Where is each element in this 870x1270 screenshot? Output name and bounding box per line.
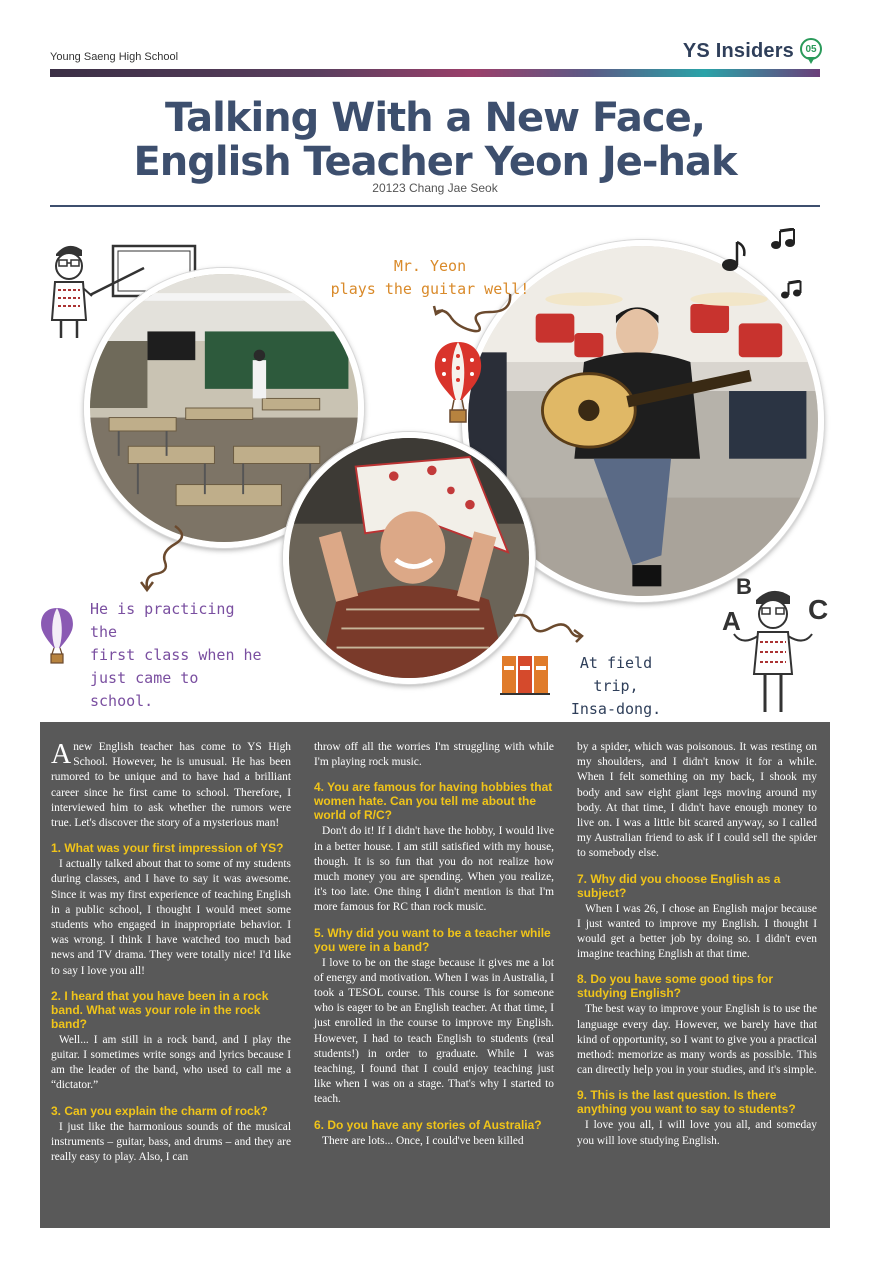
title-line-1: Talking With a New Face, [165,95,705,141]
trip-caption-line-2: Insa-dong. [570,700,662,718]
purple-balloon-icon [38,606,76,666]
red-balloon-icon [430,338,486,428]
field-trip-photo [283,432,535,684]
brand-logo [683,38,822,64]
page-number-badge [800,38,822,64]
books-icon [500,652,550,696]
question-4: 4. You are famous for having hobbies that women hate. Can you tell me about the world of R/C? [314,780,553,823]
letter-c: C [808,594,829,625]
brand-name: YS Insiders [682,39,794,62]
article-body [40,722,830,1228]
question-2: 2. I heard that you have been in a rock band. What was your role in the rock band? [51,988,269,1031]
guitar-caption-line-1: Mr. Yeon [393,257,467,275]
question-9: 9. This is the last question. Is there anything you want to say to students? [577,1088,796,1117]
intro-paragraph [51,740,291,831]
answer-3-continued: throw off all the worries I'm struggling with while I'm playing rock music. [314,741,554,769]
question-5: 5. Why did you want to be a teacher while you were in a band? [314,925,551,954]
answer-6: There are lots... Once, I could've been killed [322,1134,524,1147]
question-1: 1. What was your first impression of YS? [51,841,284,856]
article-title [0,96,870,184]
guitar-caption-line-2: plays the guitar well! [330,280,530,298]
answer-4: Don't do it! If I didn't have the hobby, I would live in a better house. I am still satisfied with my house, though. It is so fun that you do not realize how much money you are spending. When you realize, it's too late. One thing I didn't mention is that I'm more famous for RC than rock music. [314,825,554,914]
classroom-caption [90,598,270,713]
title-divider [50,205,820,207]
trip-arrow-icon [510,608,588,648]
trip-caption-line-1: At field trip, [579,654,653,695]
letter-b: B [736,574,752,599]
abc-teacher-cartoon [720,574,832,718]
drop-cap: A [51,739,72,770]
article-column-1 [51,740,291,1175]
header-color-band [50,69,820,77]
answer-2: Well... I am still in a rock band, and I play the guitar. I sometimes write songs and lyrics because I am the leader of the band, who used to call me a “dictator.” [51,1033,291,1092]
article-column-2 [314,740,554,1159]
byline: 20123 Chang Jae Seok [372,181,498,195]
answer-8: The best way to improve your English is to use the language every day. However, we barely have that kind of opportunity, so I want to give you a practical method: memorize as many words as possible. This can directly help you in your studies, and it's simple. [577,1003,817,1077]
music-note-icon [720,238,750,272]
trip-caption [556,652,676,721]
question-6: 6. Do you have any stories of Australia? [314,1117,542,1132]
answer-1: I actually talked about that to some of my students during classes, and I have to say it was awesome. Since it was my first experience of teaching English in a public school, I thought I would meet some students who engaged in inappropriate behavior. I was wrong. I think I have watched too much bad news and TV drama. They were totally nice! I'd like to say I love you all! [51,858,291,977]
question-8: 8. Do you have some good tips for studying English? [577,972,774,1001]
question-7: 7. Why did you choose English as a subject? [577,871,781,900]
double-note-icon [770,228,798,250]
answer-9: I love you all, I will love you all, and someday you will love studying English. [577,1119,817,1147]
question-3: 3. Can you explain the charm of rock? [51,1103,268,1118]
classroom-caption-line-2: first class when he [90,646,262,664]
answer-3: I just like the harmonious sounds of the musical instruments – guitar, bass, and drums – and they are really easy to play. Also, I can [51,1120,291,1164]
classroom-caption-line-1: He is practicing the [90,600,235,641]
answer-5: I love to be on the stage because it gives me a lot of energy and motivation. When I was in Australia, I took a TESOL course. This course is for someone who is eager to be an English teacher. At that time, I just enrolled in the course to improve my English. However, I had to teach English to students (real students!) in order to graduate. While I was teaching, I found that I could enjoy teaching just like when I was on a stage. That's why I started to teach. [314,956,554,1106]
classroom-arrow-icon [135,522,195,594]
answer-6-continued: by a spider, which was poisonous. It was resting on my shoulders, and I didn't know it for a while. When I felt something on my back, I shook my body and saw eight giant legs moving around my body. At that time, I didn't have enough money to live on. I was a little bit scared anyway, so I called my Australian friend to ask if I could sell the spider to somebody else. [577,741,817,860]
page-number: 05 [800,38,822,60]
intro-text: new English teacher has come to YS High School. However, he is unusual. He has been rumored to be unique and to have had a brilliant career since he first came to school. Therefore, I interviewed him to ask whether the rumors were true. Let's discover the story of a mysterious man! [51,741,291,830]
classroom-caption-line-3: just came to school. [90,669,199,710]
letter-a: A [722,606,741,636]
double-note-icon-2 [780,280,804,300]
article-column-3 [577,740,817,1159]
title-line-2: English Teacher Yeon Je-hak [133,139,737,185]
answer-7: When I was 26, I chose an English major because I just wanted to improve my English. I thought I would get a better job by doing so. I didn't even imagine teaching English at that time. [577,902,817,961]
school-name: Young Saeng High School [50,51,179,63]
